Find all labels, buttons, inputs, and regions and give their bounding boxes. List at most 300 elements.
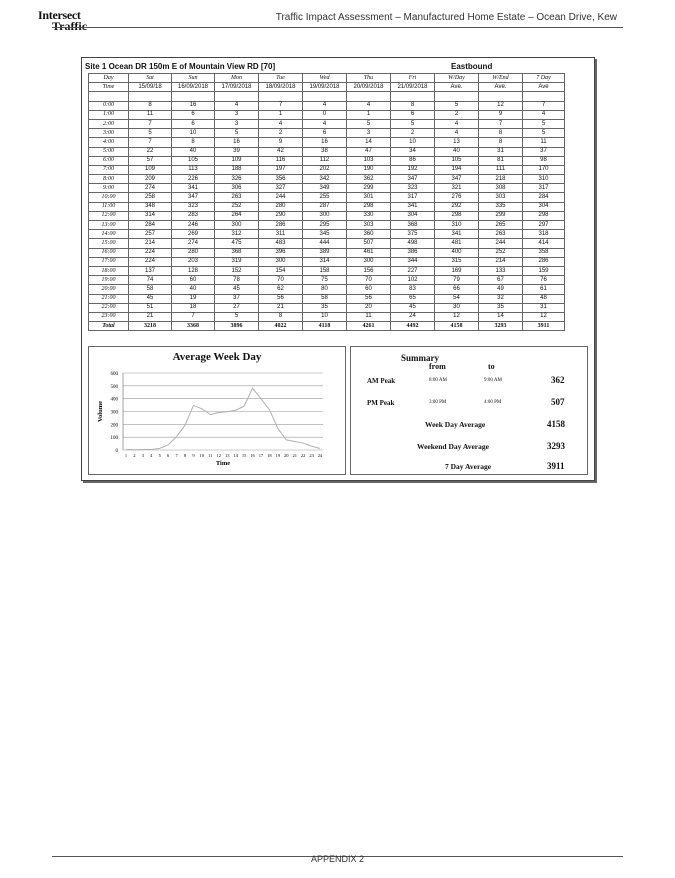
hour-row: [89, 276, 565, 285]
value-cell: 5: [129, 129, 172, 138]
value-cell: 79: [435, 276, 479, 285]
value-cell: 15/09/18: [129, 83, 172, 92]
value-cell: 8: [391, 101, 435, 110]
value-cell: 56: [347, 294, 391, 303]
value-cell: 156: [347, 266, 391, 275]
value-cell: 226: [172, 175, 215, 184]
value-cell: 6: [391, 110, 435, 119]
value-cell: 17/09/2018: [215, 83, 259, 92]
hour-row: [89, 138, 565, 147]
value-cell: 341: [172, 184, 215, 193]
hour-row: [89, 221, 565, 230]
hour-row: [89, 119, 565, 128]
row-label-cell: 21:00: [89, 294, 129, 303]
value-cell: 37: [523, 147, 565, 156]
y-tick-label: 400: [110, 397, 118, 403]
value-cell: 194: [435, 165, 479, 174]
value-cell: 396: [259, 248, 303, 257]
value-cell: 483: [259, 239, 303, 248]
x-tick-label: 12: [216, 453, 222, 458]
value-cell: 14: [347, 138, 391, 147]
value-cell: 19: [172, 294, 215, 303]
value-cell: 5: [347, 119, 391, 128]
header-divider: [52, 27, 623, 28]
value-cell: 16: [172, 101, 215, 110]
value-cell: 2: [391, 129, 435, 138]
empty-cell: [172, 92, 215, 101]
value-cell: 192: [391, 165, 435, 174]
value-cell: 368: [215, 248, 259, 257]
row-label-cell: 6:00: [89, 156, 129, 165]
total-row: [89, 322, 565, 331]
value-cell: 37: [215, 294, 259, 303]
value-cell: 39: [215, 147, 259, 156]
seven-day-average-value: 3911: [547, 461, 565, 471]
row-label-cell: Total: [89, 322, 129, 331]
value-cell: 314: [303, 257, 347, 266]
value-cell: 290: [259, 211, 303, 220]
value-cell: Ave.: [435, 83, 479, 92]
value-cell: 45: [215, 285, 259, 294]
value-cell: 292: [435, 202, 479, 211]
value-cell: 14: [479, 312, 523, 321]
value-cell: 246: [172, 221, 215, 230]
value-cell: 347: [172, 193, 215, 202]
value-cell: 4022: [259, 322, 303, 331]
hour-row: [89, 129, 565, 138]
average-week-day-chart: [88, 346, 346, 475]
value-cell: 507: [347, 239, 391, 248]
am-peak-value: 362: [551, 375, 565, 385]
pm-peak-from: 3:00 PM: [429, 400, 447, 405]
y-tick-label: 600: [110, 372, 118, 377]
empty-cell: [435, 92, 479, 101]
value-cell: 56: [259, 294, 303, 303]
value-cell: 5: [391, 119, 435, 128]
value-cell: 244: [259, 193, 303, 202]
value-cell: 8: [259, 312, 303, 321]
value-cell: 203: [172, 257, 215, 266]
series-line: [126, 388, 320, 449]
value-cell: 42: [259, 147, 303, 156]
value-cell: 287: [303, 202, 347, 211]
value-cell: 300: [303, 211, 347, 220]
hour-row: [89, 312, 565, 321]
x-axis-label: Time: [215, 460, 231, 467]
value-cell: 300: [259, 257, 303, 266]
row-label-cell: 3:00: [89, 129, 129, 138]
value-cell: 224: [129, 257, 172, 266]
empty-cell: [347, 92, 391, 101]
value-cell: 345: [303, 230, 347, 239]
value-cell: 4118: [303, 322, 347, 331]
value-cell: 274: [129, 184, 172, 193]
value-cell: 362: [347, 175, 391, 184]
value-cell: 105: [172, 156, 215, 165]
x-tick-label: 17: [258, 453, 264, 458]
value-cell: 62: [259, 285, 303, 294]
value-cell: 298: [435, 211, 479, 220]
value-cell: 10: [391, 138, 435, 147]
hour-row: [89, 248, 565, 257]
value-cell: 349: [303, 184, 347, 193]
value-cell: 284: [523, 193, 565, 202]
value-cell: 317: [523, 184, 565, 193]
value-cell: 297: [523, 221, 565, 230]
value-cell: 284: [129, 221, 172, 230]
chart-title: Average Week Day: [172, 351, 262, 363]
value-cell: 21/09/2018: [391, 83, 435, 92]
value-cell: 263: [215, 193, 259, 202]
value-cell: 7: [259, 101, 303, 110]
hour-row: [89, 147, 565, 156]
value-cell: 315: [435, 257, 479, 266]
hour-row: [89, 303, 565, 312]
value-cell: 280: [259, 202, 303, 211]
hour-row: [89, 175, 565, 184]
value-cell: 2: [435, 110, 479, 119]
y-tick-label: 200: [110, 423, 118, 429]
row-label-cell: 19:00: [89, 276, 129, 285]
value-cell: 103: [347, 156, 391, 165]
value-cell: 258: [129, 193, 172, 202]
value-cell: 102: [391, 276, 435, 285]
value-cell: 81: [479, 156, 523, 165]
value-cell: 35: [479, 303, 523, 312]
value-cell: 6: [172, 110, 215, 119]
row-label-cell: 10:00: [89, 193, 129, 202]
value-cell: 276: [435, 193, 479, 202]
value-cell: 4: [215, 101, 259, 110]
value-cell: 12: [479, 101, 523, 110]
am-peak-label: AM Peak: [367, 377, 396, 385]
x-tick-label: 15: [241, 453, 247, 458]
value-cell: 137: [129, 266, 172, 275]
hour-row: [89, 257, 565, 266]
value-cell: 214: [129, 239, 172, 248]
value-cell: 214: [479, 257, 523, 266]
value-cell: 58: [129, 285, 172, 294]
value-cell: 7 Day: [523, 74, 565, 83]
value-cell: Fri: [391, 74, 435, 83]
value-cell: 170: [523, 165, 565, 174]
spacer-row: [89, 92, 565, 101]
value-cell: 356: [259, 175, 303, 184]
x-tick-label: 16: [250, 453, 255, 458]
value-cell: 86: [391, 156, 435, 165]
value-cell: 347: [435, 175, 479, 184]
x-tick-label: 2: [133, 453, 136, 458]
hourly-counts-table: [88, 73, 565, 331]
value-cell: 5: [435, 101, 479, 110]
value-cell: 66: [435, 285, 479, 294]
value-cell: W/End: [479, 74, 523, 83]
value-cell: 5: [523, 129, 565, 138]
value-cell: 9: [259, 138, 303, 147]
value-cell: 5: [215, 312, 259, 321]
value-cell: 252: [215, 202, 259, 211]
y-tick-label: 0: [115, 449, 118, 454]
row-label-cell: 5:00: [89, 147, 129, 156]
am-peak-to: 9:00 AM: [484, 378, 502, 383]
hour-row: [89, 211, 565, 220]
value-cell: 47: [347, 147, 391, 156]
y-axis-label: Volume: [97, 400, 104, 423]
value-cell: 304: [523, 202, 565, 211]
value-cell: 4: [303, 119, 347, 128]
value-cell: 475: [215, 239, 259, 248]
value-cell: 263: [479, 230, 523, 239]
value-cell: 3: [215, 110, 259, 119]
value-cell: 286: [259, 221, 303, 230]
value-cell: 3896: [215, 322, 259, 331]
pm-peak-label: PM Peak: [367, 399, 395, 407]
x-tick-label: 1: [124, 453, 128, 458]
value-cell: 323: [391, 184, 435, 193]
empty-cell: [215, 92, 259, 101]
value-cell: 3911: [523, 322, 565, 331]
value-cell: 80: [303, 285, 347, 294]
empty-cell: [303, 92, 347, 101]
am-peak-from: 8:00 AM: [429, 378, 447, 383]
value-cell: 348: [129, 202, 172, 211]
value-cell: 78: [215, 276, 259, 285]
value-cell: 31: [479, 147, 523, 156]
empty-cell: [479, 92, 523, 101]
value-cell: 389: [303, 248, 347, 257]
value-cell: 298: [347, 202, 391, 211]
value-cell: 48: [523, 294, 565, 303]
value-cell: 22: [129, 147, 172, 156]
row-label-cell: 23:00: [89, 312, 129, 321]
value-cell: 51: [129, 303, 172, 312]
value-cell: 105: [435, 156, 479, 165]
value-cell: 303: [347, 221, 391, 230]
value-cell: 257: [129, 230, 172, 239]
value-cell: 45: [129, 294, 172, 303]
value-cell: 20/09/2018: [347, 83, 391, 92]
hour-row: [89, 230, 565, 239]
value-cell: 116: [259, 156, 303, 165]
value-cell: W/Day: [435, 74, 479, 83]
value-cell: 4: [523, 110, 565, 119]
row-label-cell: 11:00: [89, 202, 129, 211]
value-cell: 386: [391, 248, 435, 257]
value-cell: 252: [479, 248, 523, 257]
value-cell: 10: [303, 312, 347, 321]
value-cell: 20: [347, 303, 391, 312]
value-cell: 311: [259, 230, 303, 239]
value-cell: 498: [391, 239, 435, 248]
value-cell: Tue: [259, 74, 303, 83]
value-cell: 109: [215, 156, 259, 165]
value-cell: Sat: [129, 74, 172, 83]
x-tick-label: 24: [317, 453, 323, 458]
hour-row: [89, 193, 565, 202]
value-cell: 8: [172, 138, 215, 147]
value-cell: 16: [215, 138, 259, 147]
value-cell: 274: [172, 239, 215, 248]
value-cell: 326: [215, 175, 259, 184]
value-cell: 112: [303, 156, 347, 165]
value-cell: 314: [129, 211, 172, 220]
value-cell: 8: [479, 129, 523, 138]
value-cell: 169: [435, 266, 479, 275]
value-cell: 341: [391, 202, 435, 211]
value-cell: 49: [479, 285, 523, 294]
value-cell: 310: [435, 221, 479, 230]
value-cell: 152: [215, 266, 259, 275]
x-tick-label: 23: [309, 453, 314, 458]
value-cell: 301: [347, 193, 391, 202]
value-cell: 12: [523, 312, 565, 321]
row-label-cell: 13:00: [89, 221, 129, 230]
value-cell: 65: [391, 294, 435, 303]
value-cell: 269: [172, 230, 215, 239]
value-cell: 98: [523, 156, 565, 165]
value-cell: 368: [391, 221, 435, 230]
x-tick-label: 4: [150, 453, 153, 458]
traffic-count-sheet: [81, 57, 595, 481]
value-cell: 4: [435, 119, 479, 128]
value-cell: 7: [129, 138, 172, 147]
value-cell: 303: [479, 193, 523, 202]
value-cell: 38: [303, 147, 347, 156]
row-label-cell: 2:00: [89, 119, 129, 128]
value-cell: 335: [479, 202, 523, 211]
value-cell: 312: [215, 230, 259, 239]
value-cell: 218: [479, 175, 523, 184]
weekend-average-label: Weekend Day Average: [417, 442, 489, 451]
weekday-average-value: 4158: [547, 419, 565, 429]
value-cell: 75: [303, 276, 347, 285]
value-cell: 4: [435, 129, 479, 138]
direction-label: Eastbound: [451, 62, 493, 71]
to-header: to: [488, 362, 495, 371]
x-tick-label: 6: [167, 453, 170, 458]
value-cell: Thu: [347, 74, 391, 83]
value-cell: 299: [347, 184, 391, 193]
hour-row: [89, 266, 565, 275]
document-header-title: Traffic Impact Assessment – Manufactured Home Estate – Ocean Drive, Kew: [275, 12, 617, 23]
value-cell: 61: [523, 285, 565, 294]
x-tick-label: 10: [199, 453, 205, 458]
appendix-label: APPENDIX 2: [310, 854, 365, 864]
value-cell: 133: [479, 266, 523, 275]
value-cell: 11: [129, 110, 172, 119]
value-cell: 318: [523, 230, 565, 239]
company-logo: [38, 8, 96, 32]
row-label-cell: 17:00: [89, 257, 129, 266]
y-tick-label: 500: [110, 384, 118, 390]
value-cell: 286: [523, 257, 565, 266]
value-cell: 321: [435, 184, 479, 193]
value-cell: 4: [303, 101, 347, 110]
value-cell: 1: [347, 110, 391, 119]
value-cell: 299: [479, 211, 523, 220]
from-header: from: [429, 362, 446, 371]
value-cell: 109: [129, 165, 172, 174]
pm-peak-to: 4:00 PM: [484, 400, 502, 405]
value-cell: 16/09/2018: [172, 83, 215, 92]
date-header-row: [89, 83, 565, 92]
value-cell: 283: [172, 211, 215, 220]
value-cell: 342: [303, 175, 347, 184]
seven-day-average-label: 7 Day Average: [445, 462, 492, 471]
value-cell: 358: [523, 248, 565, 257]
value-cell: 6: [303, 129, 347, 138]
x-tick-label: 9: [192, 453, 195, 458]
value-cell: 10: [172, 129, 215, 138]
value-cell: 280: [172, 248, 215, 257]
value-cell: 11: [347, 312, 391, 321]
hour-row: [89, 156, 565, 165]
value-cell: 8: [479, 138, 523, 147]
value-cell: 40: [172, 147, 215, 156]
value-cell: 327: [259, 184, 303, 193]
value-cell: 319: [215, 257, 259, 266]
value-cell: 18: [172, 303, 215, 312]
value-cell: 40: [172, 285, 215, 294]
value-cell: 158: [303, 266, 347, 275]
x-tick-label: 21: [292, 453, 297, 458]
value-cell: 190: [347, 165, 391, 174]
row-label-cell: 8:00: [89, 175, 129, 184]
row-label-cell: 16:00: [89, 248, 129, 257]
hour-row: [89, 239, 565, 248]
row-label-cell: 22:00: [89, 303, 129, 312]
value-cell: 24: [391, 312, 435, 321]
row-label-cell: 14:00: [89, 230, 129, 239]
hour-row: [89, 110, 565, 119]
value-cell: 4158: [435, 322, 479, 331]
value-cell: 308: [479, 184, 523, 193]
empty-cell: [259, 92, 303, 101]
summary-panel: [350, 346, 588, 475]
value-cell: 30: [435, 303, 479, 312]
value-cell: 27: [215, 303, 259, 312]
value-cell: 344: [391, 257, 435, 266]
empty-cell: [391, 92, 435, 101]
value-cell: 7: [479, 119, 523, 128]
value-cell: 13: [435, 138, 479, 147]
value-cell: 7: [129, 119, 172, 128]
row-label-cell: 15:00: [89, 239, 129, 248]
value-cell: Ave: [523, 83, 565, 92]
value-cell: 300: [215, 221, 259, 230]
x-tick-label: 18: [267, 453, 272, 458]
value-cell: 3: [215, 119, 259, 128]
value-cell: 18/09/2018: [259, 83, 303, 92]
value-cell: 360: [347, 230, 391, 239]
value-cell: 54: [435, 294, 479, 303]
value-cell: 188: [215, 165, 259, 174]
value-cell: 60: [172, 276, 215, 285]
value-cell: 45: [391, 303, 435, 312]
value-cell: 481: [435, 239, 479, 248]
value-cell: 298: [523, 211, 565, 220]
value-cell: 3: [347, 129, 391, 138]
value-cell: 8: [129, 101, 172, 110]
value-cell: 154: [259, 266, 303, 275]
value-cell: 76: [523, 276, 565, 285]
value-cell: 306: [215, 184, 259, 193]
value-cell: 310: [523, 175, 565, 184]
site-title: Site 1 Ocean DR 150m E of Mountain View RD [70]: [85, 62, 276, 71]
value-cell: 57: [129, 156, 172, 165]
x-tick-label: 8: [183, 453, 187, 458]
value-cell: Ave.: [479, 83, 523, 92]
